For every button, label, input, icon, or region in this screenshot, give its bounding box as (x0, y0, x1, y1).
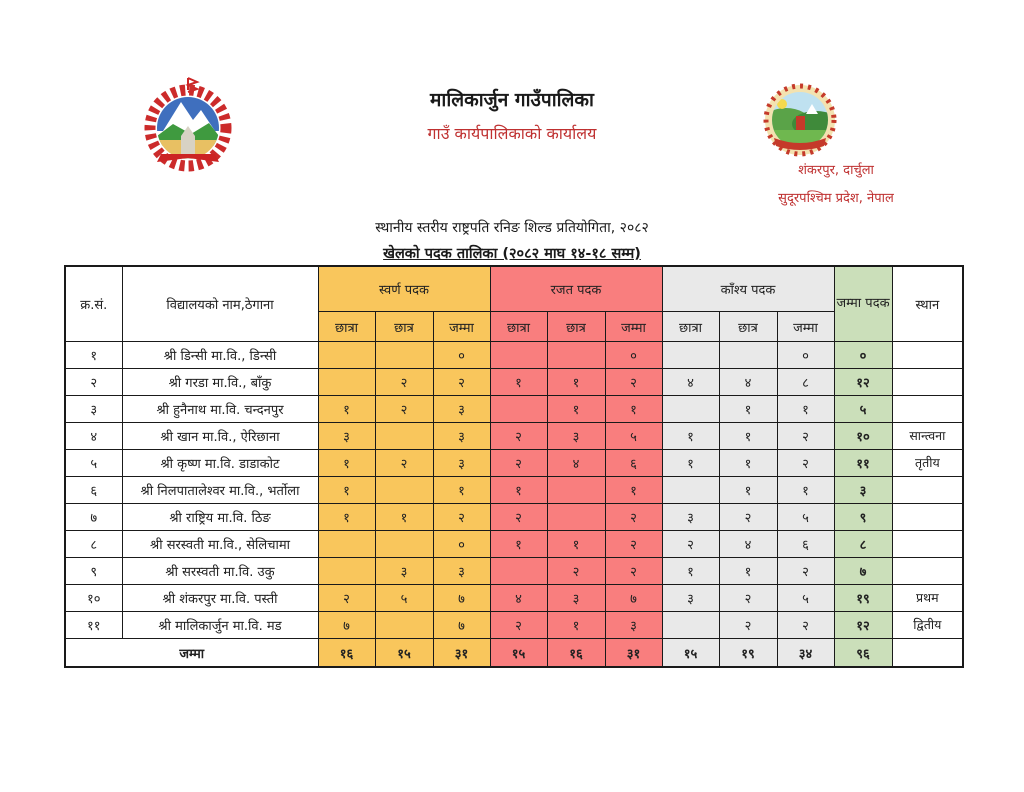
silver-count-cell (490, 342, 547, 369)
silver-count-cell: ३ (547, 423, 605, 450)
position-cell (892, 369, 963, 396)
event-title: स्थानीय स्तरीय राष्ट्रपति रनिङ शिल्ड प्रतियोगिता, २०८२ (375, 220, 649, 236)
silver-count-cell: ३ (547, 585, 605, 612)
gold-count-cell: १ (318, 477, 375, 504)
gold-count-cell: ३ (433, 450, 490, 477)
gold-count-cell: ५ (375, 585, 433, 612)
position-cell: प्रथम (892, 585, 963, 612)
position-cell: तृतीय (892, 450, 963, 477)
serial-number-cell: १० (65, 585, 122, 612)
header-total-medals: जम्मा पदक (834, 266, 892, 342)
silver-grand-total-cell: १५ (490, 639, 547, 668)
serial-number-cell: १ (65, 342, 122, 369)
silver-count-cell: २ (605, 558, 662, 585)
position-cell (892, 558, 963, 585)
bronze-count-cell: २ (662, 531, 719, 558)
bronze-count-cell: २ (719, 612, 777, 639)
bronze-count-cell: २ (719, 504, 777, 531)
silver-count-cell (490, 558, 547, 585)
gold-grand-total-cell: ३१ (433, 639, 490, 668)
gold-count-cell: १ (318, 450, 375, 477)
address-line-1: शंकरपुर, दार्चुला (798, 163, 874, 178)
gold-count-cell: २ (375, 396, 433, 423)
gold-count-cell (375, 531, 433, 558)
total-medals-cell: ७ (834, 558, 892, 585)
bronze-count-cell: १ (719, 477, 777, 504)
silver-count-cell: २ (490, 423, 547, 450)
total-medals-cell: ८ (834, 531, 892, 558)
bronze-count-cell: १ (777, 396, 834, 423)
bronze-count-cell: ० (777, 342, 834, 369)
gold-count-cell: ७ (318, 612, 375, 639)
bronze-count-cell: १ (662, 558, 719, 585)
silver-count-cell: १ (547, 369, 605, 396)
total-medals-cell: १० (834, 423, 892, 450)
bronze-count-cell (662, 612, 719, 639)
table-row (65, 450, 963, 477)
gold-count-cell: ३ (433, 558, 490, 585)
gold-count-cell: २ (318, 585, 375, 612)
silver-count-cell: ० (605, 342, 662, 369)
table-row (65, 612, 963, 639)
grand-total-label: जम्मा (65, 639, 318, 668)
silver-count-cell: २ (490, 450, 547, 477)
table-row (65, 558, 963, 585)
gold-count-cell (375, 342, 433, 369)
office-name: गाउँ कार्यपालिकाको कार्यालय (427, 124, 597, 143)
silver-count-cell: ५ (605, 423, 662, 450)
school-name-cell: श्री सरस्वती मा.वि. उकु (122, 558, 318, 585)
bronze-count-cell: ३ (662, 585, 719, 612)
bronze-count-cell: ६ (777, 531, 834, 558)
silver-count-cell: ३ (605, 612, 662, 639)
silver-count-cell: १ (605, 477, 662, 504)
serial-number-cell: २ (65, 369, 122, 396)
gold-count-cell: ७ (433, 612, 490, 639)
serial-number-cell: ६ (65, 477, 122, 504)
silver-count-cell: २ (605, 369, 662, 396)
header-silver-medal: रजत पदक (490, 266, 662, 312)
silver-count-cell: २ (605, 531, 662, 558)
gold-count-cell: ७ (433, 585, 490, 612)
school-name-cell: श्री राष्ट्रिय मा.वि. ठिङ (122, 504, 318, 531)
silver-grand-total-cell: ३१ (605, 639, 662, 668)
header-bronze-medal: काँश्य पदक (662, 266, 834, 312)
total-medals-cell: ९ (834, 504, 892, 531)
table-row (65, 585, 963, 612)
school-name-cell: श्री मालिकार्जुन मा.वि. मड (122, 612, 318, 639)
bronze-count-cell: ५ (777, 504, 834, 531)
bronze-count-cell (719, 342, 777, 369)
gold-count-cell: ३ (433, 423, 490, 450)
position-cell (892, 477, 963, 504)
bronze-count-cell: २ (777, 423, 834, 450)
position-cell (892, 531, 963, 558)
bronze-count-cell: ८ (777, 369, 834, 396)
bronze-count-cell: ४ (662, 369, 719, 396)
header-gold-total: जम्मा (433, 312, 490, 342)
header-bronze-total: जम्मा (777, 312, 834, 342)
gold-grand-total-cell: १५ (375, 639, 433, 668)
school-name-cell: श्री शंकरपुर मा.वि. पस्ती (122, 585, 318, 612)
gold-count-cell: १ (375, 504, 433, 531)
bronze-count-cell: ५ (777, 585, 834, 612)
header-silver-total: जम्मा (605, 312, 662, 342)
gold-count-cell: ३ (318, 423, 375, 450)
total-medals-cell: ५ (834, 396, 892, 423)
bronze-count-cell: १ (662, 450, 719, 477)
bronze-count-cell (662, 342, 719, 369)
bronze-count-cell: १ (662, 423, 719, 450)
table-row (65, 396, 963, 423)
gold-count-cell (375, 423, 433, 450)
school-name-cell: श्री डिन्सी मा.वि., डिन्सी (122, 342, 318, 369)
silver-count-cell: १ (547, 531, 605, 558)
gold-count-cell: ० (433, 342, 490, 369)
silver-count-cell: २ (490, 504, 547, 531)
gold-count-cell: २ (433, 369, 490, 396)
grand-total-position-cell (892, 639, 963, 668)
school-name-cell: श्री कृष्ण मा.वि. डाडाकोट (122, 450, 318, 477)
position-cell (892, 342, 963, 369)
gold-count-cell: १ (433, 477, 490, 504)
silver-count-cell: ४ (547, 450, 605, 477)
gold-count-cell: १ (318, 396, 375, 423)
medal-table-title: खेलको पदक तालिका (२०८२ माघ १४-१८ सम्म) (383, 246, 641, 262)
silver-count-cell (547, 342, 605, 369)
organization-name: मालिकार्जुन गाउँपालिका (430, 89, 594, 111)
school-name-cell: श्री खान मा.वि., ऐरिछाना (122, 423, 318, 450)
bronze-grand-total-cell: १९ (719, 639, 777, 668)
serial-number-cell: ८ (65, 531, 122, 558)
bronze-count-cell: २ (777, 558, 834, 585)
bronze-count-cell: १ (719, 450, 777, 477)
bronze-grand-total-cell: ३४ (777, 639, 834, 668)
bronze-count-cell: ३ (662, 504, 719, 531)
silver-count-cell (547, 477, 605, 504)
gold-count-cell: १ (318, 504, 375, 531)
table-row (65, 504, 963, 531)
position-cell (892, 396, 963, 423)
bronze-count-cell: १ (719, 423, 777, 450)
gold-count-cell (375, 477, 433, 504)
header-gold-girls: छात्रा (318, 312, 375, 342)
grand-total-row (65, 639, 963, 668)
silver-count-cell: २ (490, 612, 547, 639)
gold-grand-total-cell: १६ (318, 639, 375, 668)
header-bronze-girls: छात्रा (662, 312, 719, 342)
silver-count-cell (547, 504, 605, 531)
bronze-count-cell: ४ (719, 531, 777, 558)
bronze-count-cell: १ (777, 477, 834, 504)
header-gold-medal: स्वर्ण पदक (318, 266, 490, 312)
school-name-cell: श्री सरस्वती मा.वि., सेलिचामा (122, 531, 318, 558)
gold-count-cell: ३ (433, 396, 490, 423)
header-serial-number: क्र.सं. (65, 266, 122, 342)
serial-number-cell: ९ (65, 558, 122, 585)
gold-count-cell (318, 369, 375, 396)
gold-count-cell: ३ (375, 558, 433, 585)
silver-count-cell: १ (490, 369, 547, 396)
gold-count-cell (318, 558, 375, 585)
silver-count-cell: १ (547, 396, 605, 423)
gold-count-cell (318, 342, 375, 369)
header-school-name: विद्यालयको नाम,ठेगाना (122, 266, 318, 342)
gold-count-cell: २ (433, 504, 490, 531)
bronze-grand-total-cell: १५ (662, 639, 719, 668)
gold-count-cell (318, 531, 375, 558)
position-cell: सान्त्वना (892, 423, 963, 450)
school-name-cell: श्री गरडा मा.वि., बाँकु (122, 369, 318, 396)
serial-number-cell: ३ (65, 396, 122, 423)
header-gold-boys: छात्र (375, 312, 433, 342)
silver-count-cell: १ (547, 612, 605, 639)
silver-count-cell: ६ (605, 450, 662, 477)
table-row (65, 342, 963, 369)
silver-grand-total-cell: १६ (547, 639, 605, 668)
bronze-count-cell (662, 396, 719, 423)
header-bronze-boys: छात्र (719, 312, 777, 342)
serial-number-cell: ११ (65, 612, 122, 639)
table-row (65, 369, 963, 396)
silver-count-cell: २ (605, 504, 662, 531)
total-medals-cell: ३ (834, 477, 892, 504)
silver-count-cell: ७ (605, 585, 662, 612)
silver-count-cell: ४ (490, 585, 547, 612)
total-medals-cell: १२ (834, 612, 892, 639)
silver-count-cell: १ (490, 531, 547, 558)
bronze-count-cell: १ (719, 396, 777, 423)
school-name-cell: श्री निलपातालेश्वर मा.वि., भर्तोला (122, 477, 318, 504)
total-medals-cell: ० (834, 342, 892, 369)
silver-count-cell: २ (547, 558, 605, 585)
bronze-count-cell: २ (777, 612, 834, 639)
header-position: स्थान (892, 266, 963, 342)
gold-count-cell: २ (375, 369, 433, 396)
bronze-count-cell (662, 477, 719, 504)
silver-count-cell: १ (490, 477, 547, 504)
position-cell: द्वितीय (892, 612, 963, 639)
silver-count-cell: १ (605, 396, 662, 423)
bronze-count-cell: २ (719, 585, 777, 612)
total-medals-cell: ११ (834, 450, 892, 477)
table-row (65, 423, 963, 450)
serial-number-cell: ५ (65, 450, 122, 477)
bronze-count-cell: २ (777, 450, 834, 477)
gold-count-cell: ० (433, 531, 490, 558)
serial-number-cell: ४ (65, 423, 122, 450)
header-silver-girls: छात्रा (490, 312, 547, 342)
address-line-2: सुदूरपश्चिम प्रदेश, नेपाल (778, 191, 894, 206)
school-name-cell: श्री हुनैनाथ मा.वि. चन्दनपुर (122, 396, 318, 423)
medal-table (64, 265, 964, 668)
grand-total-medals-cell: ९६ (834, 639, 892, 668)
header-silver-boys: छात्र (547, 312, 605, 342)
table-row (65, 531, 963, 558)
silver-count-cell (490, 396, 547, 423)
table-row (65, 477, 963, 504)
bronze-count-cell: ४ (719, 369, 777, 396)
gold-count-cell (375, 612, 433, 639)
position-cell (892, 504, 963, 531)
bronze-count-cell: १ (719, 558, 777, 585)
total-medals-cell: १२ (834, 369, 892, 396)
gold-count-cell: २ (375, 450, 433, 477)
serial-number-cell: ७ (65, 504, 122, 531)
total-medals-cell: १९ (834, 585, 892, 612)
